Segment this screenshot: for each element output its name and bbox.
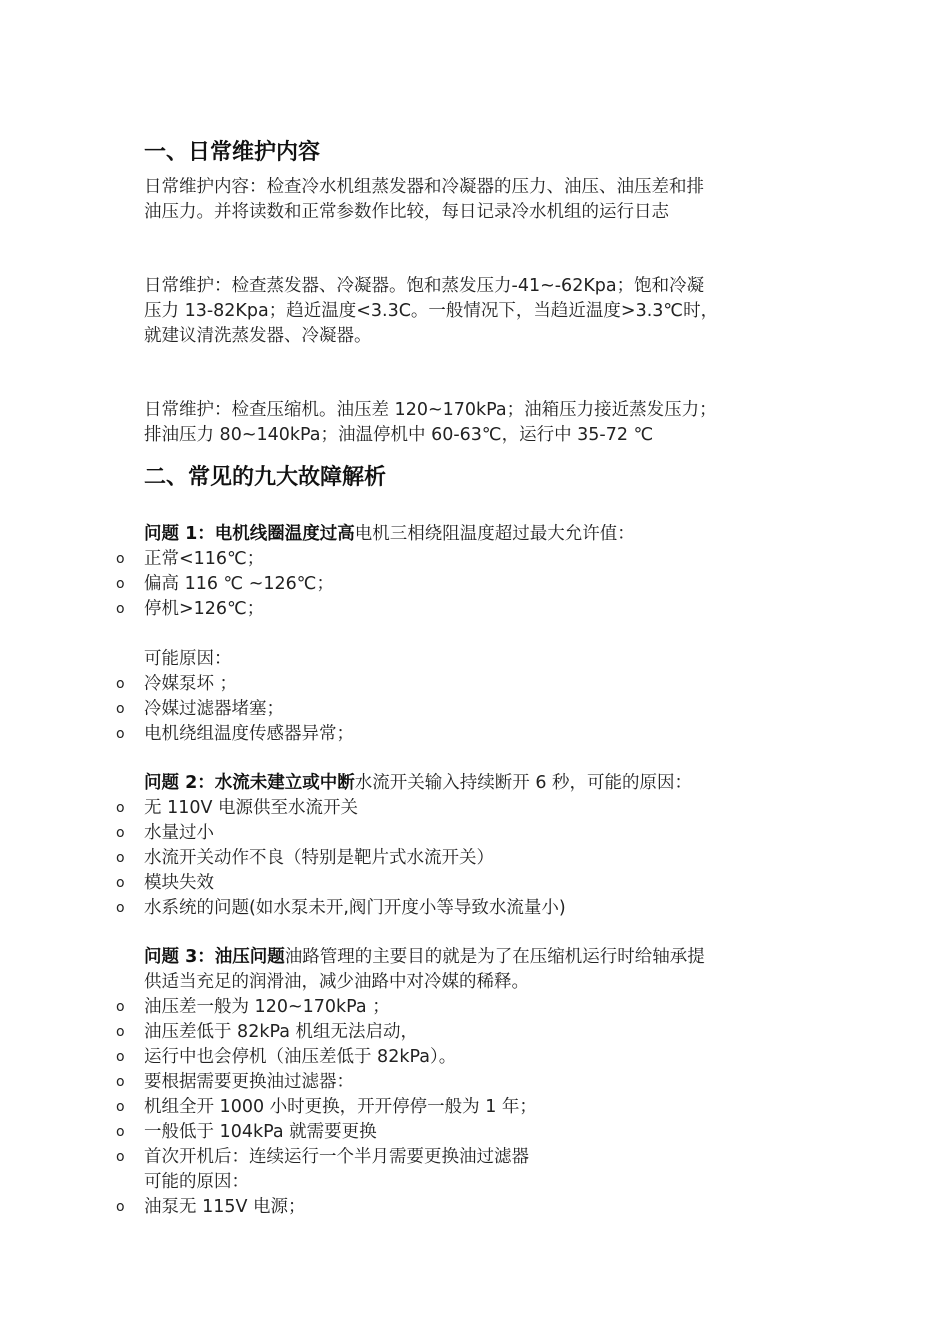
q2-label: 问题 2：水流未建立或中断 xyxy=(144,773,355,793)
q2-text: 水流开关输入持续断开 6 秒，可能的原因： xyxy=(354,773,693,793)
list-item: 停机>126℃； xyxy=(144,599,265,619)
bullet-icon: o xyxy=(116,825,125,841)
q1-heading xyxy=(144,522,635,547)
list-item: 油压差低于 82kPa 机组无法启动， xyxy=(144,1022,419,1042)
list-item: 偏高 116 ℃ ~126℃； xyxy=(144,574,334,594)
para-line: 压力 13-82Kpa；趋近温度<3.3C。一般情况下，当趋近温度>3.3℃时， xyxy=(144,301,719,321)
bullet-icon: o xyxy=(116,800,125,816)
bullet-icon: o xyxy=(116,1049,125,1065)
bullet-icon: o xyxy=(116,1024,125,1040)
q3-label: 问题 3：油压问题 xyxy=(144,947,285,967)
bullet-icon: o xyxy=(116,676,125,692)
q3-text-cont: 供适当充足的润滑油，减少油路中对冷媒的稀释。 xyxy=(144,972,529,992)
bullet-icon: o xyxy=(116,576,125,592)
bullet-icon: o xyxy=(116,1199,125,1215)
list-item: 水系统的问题(如水泵未开,阀门开度小等导致水流量小) xyxy=(144,898,566,918)
list-item: 油泵无 115V 电源； xyxy=(144,1197,306,1217)
list-item: 模块失效 xyxy=(144,873,214,893)
q3-heading xyxy=(144,945,705,970)
list-item: 冷媒过滤器堵塞； xyxy=(144,699,284,719)
bullet-icon: o xyxy=(116,551,125,567)
list-item: 一般低于 104kPa 就需要更换 xyxy=(144,1122,377,1142)
bullet-icon: o xyxy=(116,875,125,891)
bullet-icon: o xyxy=(116,999,125,1015)
list-item: 冷媒泵坏 ； xyxy=(144,674,238,694)
q1-cause-label: 可能原因： xyxy=(144,649,232,669)
q3-text: 油路管理的主要目的就是为了在压缩机运行时给轴承提 xyxy=(284,947,705,967)
q1-label: 问题 1：电机线圈温度过高 xyxy=(144,524,355,544)
list-item: 正常<116℃； xyxy=(144,549,265,569)
para-line: 就建议清洗蒸发器、冷凝器。 xyxy=(144,326,372,346)
para-line: 日常维护：检查蒸发器、冷凝器。饱和蒸发压力-41~-62Kpa；饱和冷凝 xyxy=(144,276,705,296)
section1-title: 一、日常维护内容 xyxy=(144,140,321,165)
bullet-icon: o xyxy=(116,601,125,617)
section1-para2 xyxy=(144,274,824,349)
bullet-icon: o xyxy=(116,726,125,742)
q1-text: 电机三相绕阻温度超过最大允许值： xyxy=(354,524,635,544)
para-line: 排油压力 80~140kPa；油温停机中 60-63℃，运行中 35-72 ℃ xyxy=(144,425,654,445)
list-item: 首次开机后：连续运行一个半月需要更换油过滤器 xyxy=(144,1147,529,1167)
section1-para3 xyxy=(144,398,824,448)
para-line: 油压力。并将读数和正常参数作比较，每日记录冷水机组的运行日志 xyxy=(144,202,669,222)
list-item: 运行中也会停机（油压差低于 82kPa）。 xyxy=(144,1047,457,1067)
list-item: 油压差一般为 120~170kPa ； xyxy=(144,997,390,1017)
bullet-icon: o xyxy=(116,850,125,866)
section2-title: 二、常见的九大故障解析 xyxy=(144,465,387,490)
bullet-icon: o xyxy=(116,1074,125,1090)
bullet-icon: o xyxy=(116,1099,125,1115)
para-line: 日常维护内容：检查冷水机组蒸发器和冷凝器的压力、油压、油压差和排 xyxy=(144,177,704,197)
bullet-icon: o xyxy=(116,1149,125,1165)
para-line: 日常维护：检查压缩机。油压差 120~170kPa；油箱压力接近蒸发压力； xyxy=(144,400,717,420)
list-item: 机组全开 1000 小时更换，开开停停一般为 1 年； xyxy=(144,1097,537,1117)
list-item: 无 110V 电源供至水流开关 xyxy=(144,798,358,818)
bullet-icon: o xyxy=(116,900,125,916)
list-item: 水流开关动作不良（特别是靶片式水流开关） xyxy=(144,848,494,868)
q2-heading xyxy=(144,771,692,796)
list-item: 要根据需要更换油过滤器： xyxy=(144,1072,354,1092)
bullet-icon: o xyxy=(116,1124,125,1140)
section1-para1 xyxy=(144,175,824,225)
bullet-icon: o xyxy=(116,701,125,717)
list-item: 电机绕组温度传感器异常； xyxy=(144,724,354,744)
list-item: 水量过小 xyxy=(144,823,214,843)
q3-cause-label: 可能的原因： xyxy=(144,1172,249,1192)
